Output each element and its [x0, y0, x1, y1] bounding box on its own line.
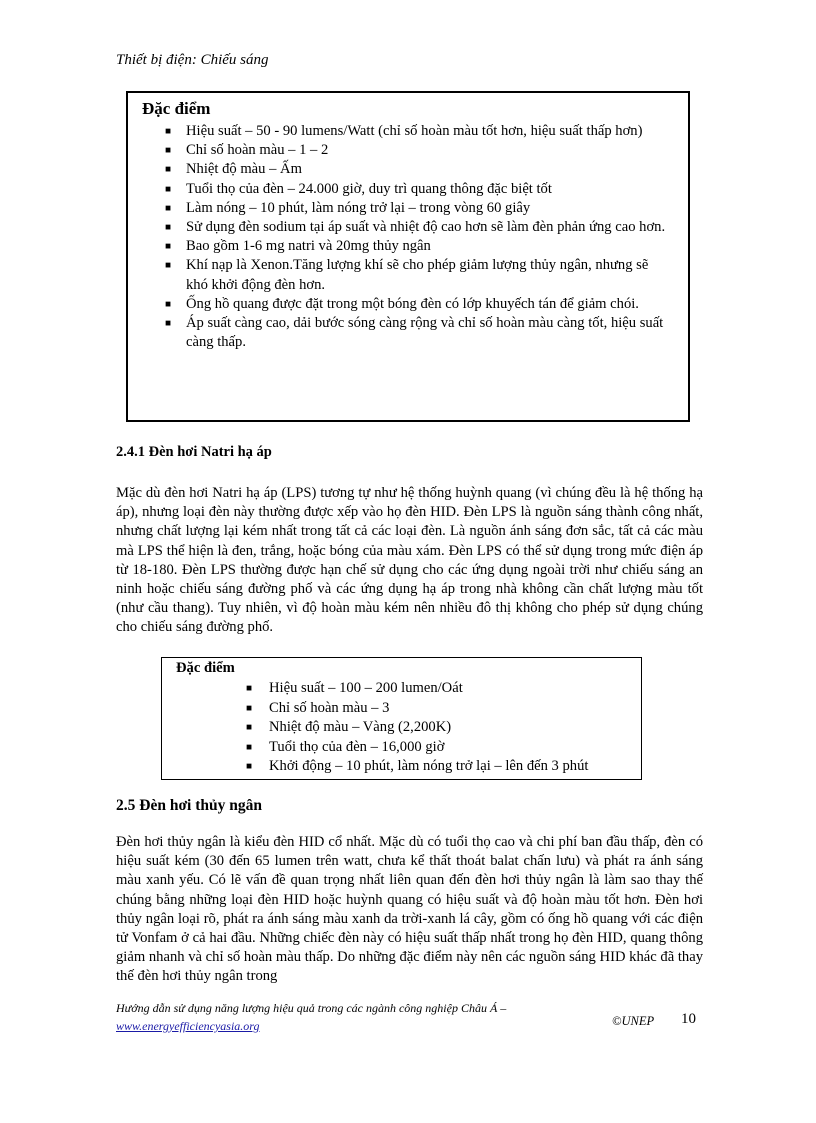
box-title: Đặc điểm — [142, 99, 211, 118]
bullet-icon: ■ — [165, 164, 172, 176]
page-number: 10 — [681, 1011, 696, 1027]
list-item: ■ Khởi động – 10 phút, làm nóng trở lại – lên đến 3 phút — [162, 757, 641, 777]
list-item: ■ Tuổi thọ của đèn – 16,000 giờ — [162, 738, 641, 758]
section-heading-2-5: 2.5 Đèn hơi thủy ngân — [116, 797, 262, 814]
list-item: ■ Bao gồm 1-6 mg natri và 20mg thủy ngân — [128, 237, 688, 256]
list-item: ■ Tuổi thọ của đèn – 24.000 giờ, duy trì quang thông đặc biệt tốt — [128, 180, 688, 199]
list-item: ■ Ống hồ quang được đặt trong một bóng đèn có lớp khuyếch tán để giảm chói. — [128, 295, 688, 314]
bullet-icon: ■ — [246, 722, 253, 733]
footer-website-link[interactable]: www.energyefficiencyasia.org — [116, 1019, 260, 1033]
bullet-icon: ■ — [165, 241, 172, 253]
footer-text: Hướng dẫn sử dụng năng lượng hiệu quả trong các ngành công nghiệp Châu Á – — [116, 1001, 507, 1015]
bullet-icon: ■ — [165, 202, 172, 214]
list-item: ■ Làm nóng – 10 phút, làm nóng trở lại – trong vòng 60 giây — [128, 199, 688, 218]
list-item: ■ Nhiệt độ màu – Ấm — [128, 160, 688, 179]
section-heading-2-4-1: 2.4.1 Đèn hơi Natri hạ áp — [116, 444, 272, 460]
list-item: ■ Khí nạp là Xenon.Tăng lượng khí sẽ cho phép giảm lượng thủy ngân, nhưng sẽ khó khởi động đèn hơn. — [165, 257, 649, 293]
footer-copyright: ©UNEP — [612, 1014, 655, 1028]
list-item: ■ Chỉ số hoàn màu – 3 — [162, 699, 641, 719]
bullet-icon: ■ — [165, 183, 172, 195]
bullet-icon: ■ — [165, 318, 172, 330]
running-header: Thiết bị điện: Chiếu sáng — [116, 52, 269, 68]
bullet-icon: ■ — [246, 741, 253, 753]
list-item: ■ Hiệu suất – 100 – 200 lumen/Oát — [162, 679, 641, 699]
bullet-icon: ■ — [246, 683, 253, 694]
section-paragraph-lps: Mặc dù đèn hơi Natri hạ áp (LPS) tương tự như hệ thống huỳnh quang (vì chúng đều là hệ thống hạ áp), nhưng loại đèn này thường được xếp vào họ đèn HID. Đèn LPS là nguồn sáng thành công nhất, nhưng chất lượng lại kém nhất trong tất cả các loại đèn. Là nguồn ánh sáng đơn sắc, tất cả các màu mà LPS thể hiện là đen, trắng, hoặc bóng của màu xám. Đèn LPS có thể sử dụng trong mức điện áp từ 18-180. Đèn LPS thường được hạn chế sử dụng cho các ứng dụng ngoài trời như chiếu sáng an ninh hoặc chiếu sáng đường phố và các ứng dụng hạ áp trong nhà không cần chất lượng màu tốt (như cầu thang). Tuy nhiên, vì độ hoàn màu kém nên nhiều đô thị không cho phép sử dụng chúng cho chiếu sáng đường phố. — [116, 485, 703, 636]
characteristics-list — [162, 679, 641, 777]
bullet-icon: ■ — [246, 761, 253, 772]
characteristics-box-hps — [126, 91, 690, 422]
list-item: ■ Hiệu suất – 50 - 90 lumens/Watt (chỉ số hoàn màu tốt hơn, hiệu suất thấp hơn) — [128, 122, 688, 141]
list-item: ■ Chỉ số hoàn màu – 1 – 2 — [128, 141, 688, 160]
box-title: Đặc điểm — [176, 660, 235, 676]
section-paragraph-mercury: Đèn hơi thủy ngân là kiểu đèn HID cổ nhất. Mặc dù có tuổi thọ cao và chi phí ban đầu thấp, đèn có hiệu suất kém (30 đến 65 lumen trên watt, chưa kể thất thoát balat chấn lưu) và phát ra ánh sáng màu xanh yếu. Có lẽ vấn đề quan trọng nhất liên quan đến đèn hơi thủy ngân là làm sao thay thế chúng bằng những loại đèn HID hoặc huỳnh quang có hiệu suất và độ hoàn màu tốt hơn. Đèn hơi thủy ngân loại rõ, phát ra ánh sáng màu xanh da trời-xanh lá cây, gồm có ống hồ quang với các điện tử Vonfam ở cả hai đầu. Những chiếc đèn này có hiệu suất thấp nhất trong họ đèn HID, quang thông giảm nhanh và chỉ số hoàn màu thấp. Do những đặc điểm này nên các nguồn sáng HID khác đã thay thế đèn hơi thủy ngân trong — [116, 834, 703, 985]
characteristics-list — [128, 122, 688, 352]
bullet-icon: ■ — [246, 702, 253, 714]
bullet-icon: ■ — [165, 145, 172, 157]
bullet-icon: ■ — [165, 222, 172, 234]
characteristics-box-lps — [161, 657, 642, 780]
bullet-icon: ■ — [165, 260, 172, 272]
bullet-icon: ■ — [165, 126, 172, 137]
list-item: ■ Áp suất càng cao, dải bước sóng càng rộng và chỉ số hoàn màu càng tốt, hiệu suất càng thấp. — [165, 315, 664, 351]
bullet-icon: ■ — [165, 298, 172, 310]
list-item: ■ Sử dụng đèn sodium tại áp suất và nhiệt độ cao hơn sẽ làm đèn phản ứng cao hơn. — [128, 218, 688, 237]
list-item: ■ Nhiệt độ màu – Vàng (2,200K) — [162, 718, 641, 738]
